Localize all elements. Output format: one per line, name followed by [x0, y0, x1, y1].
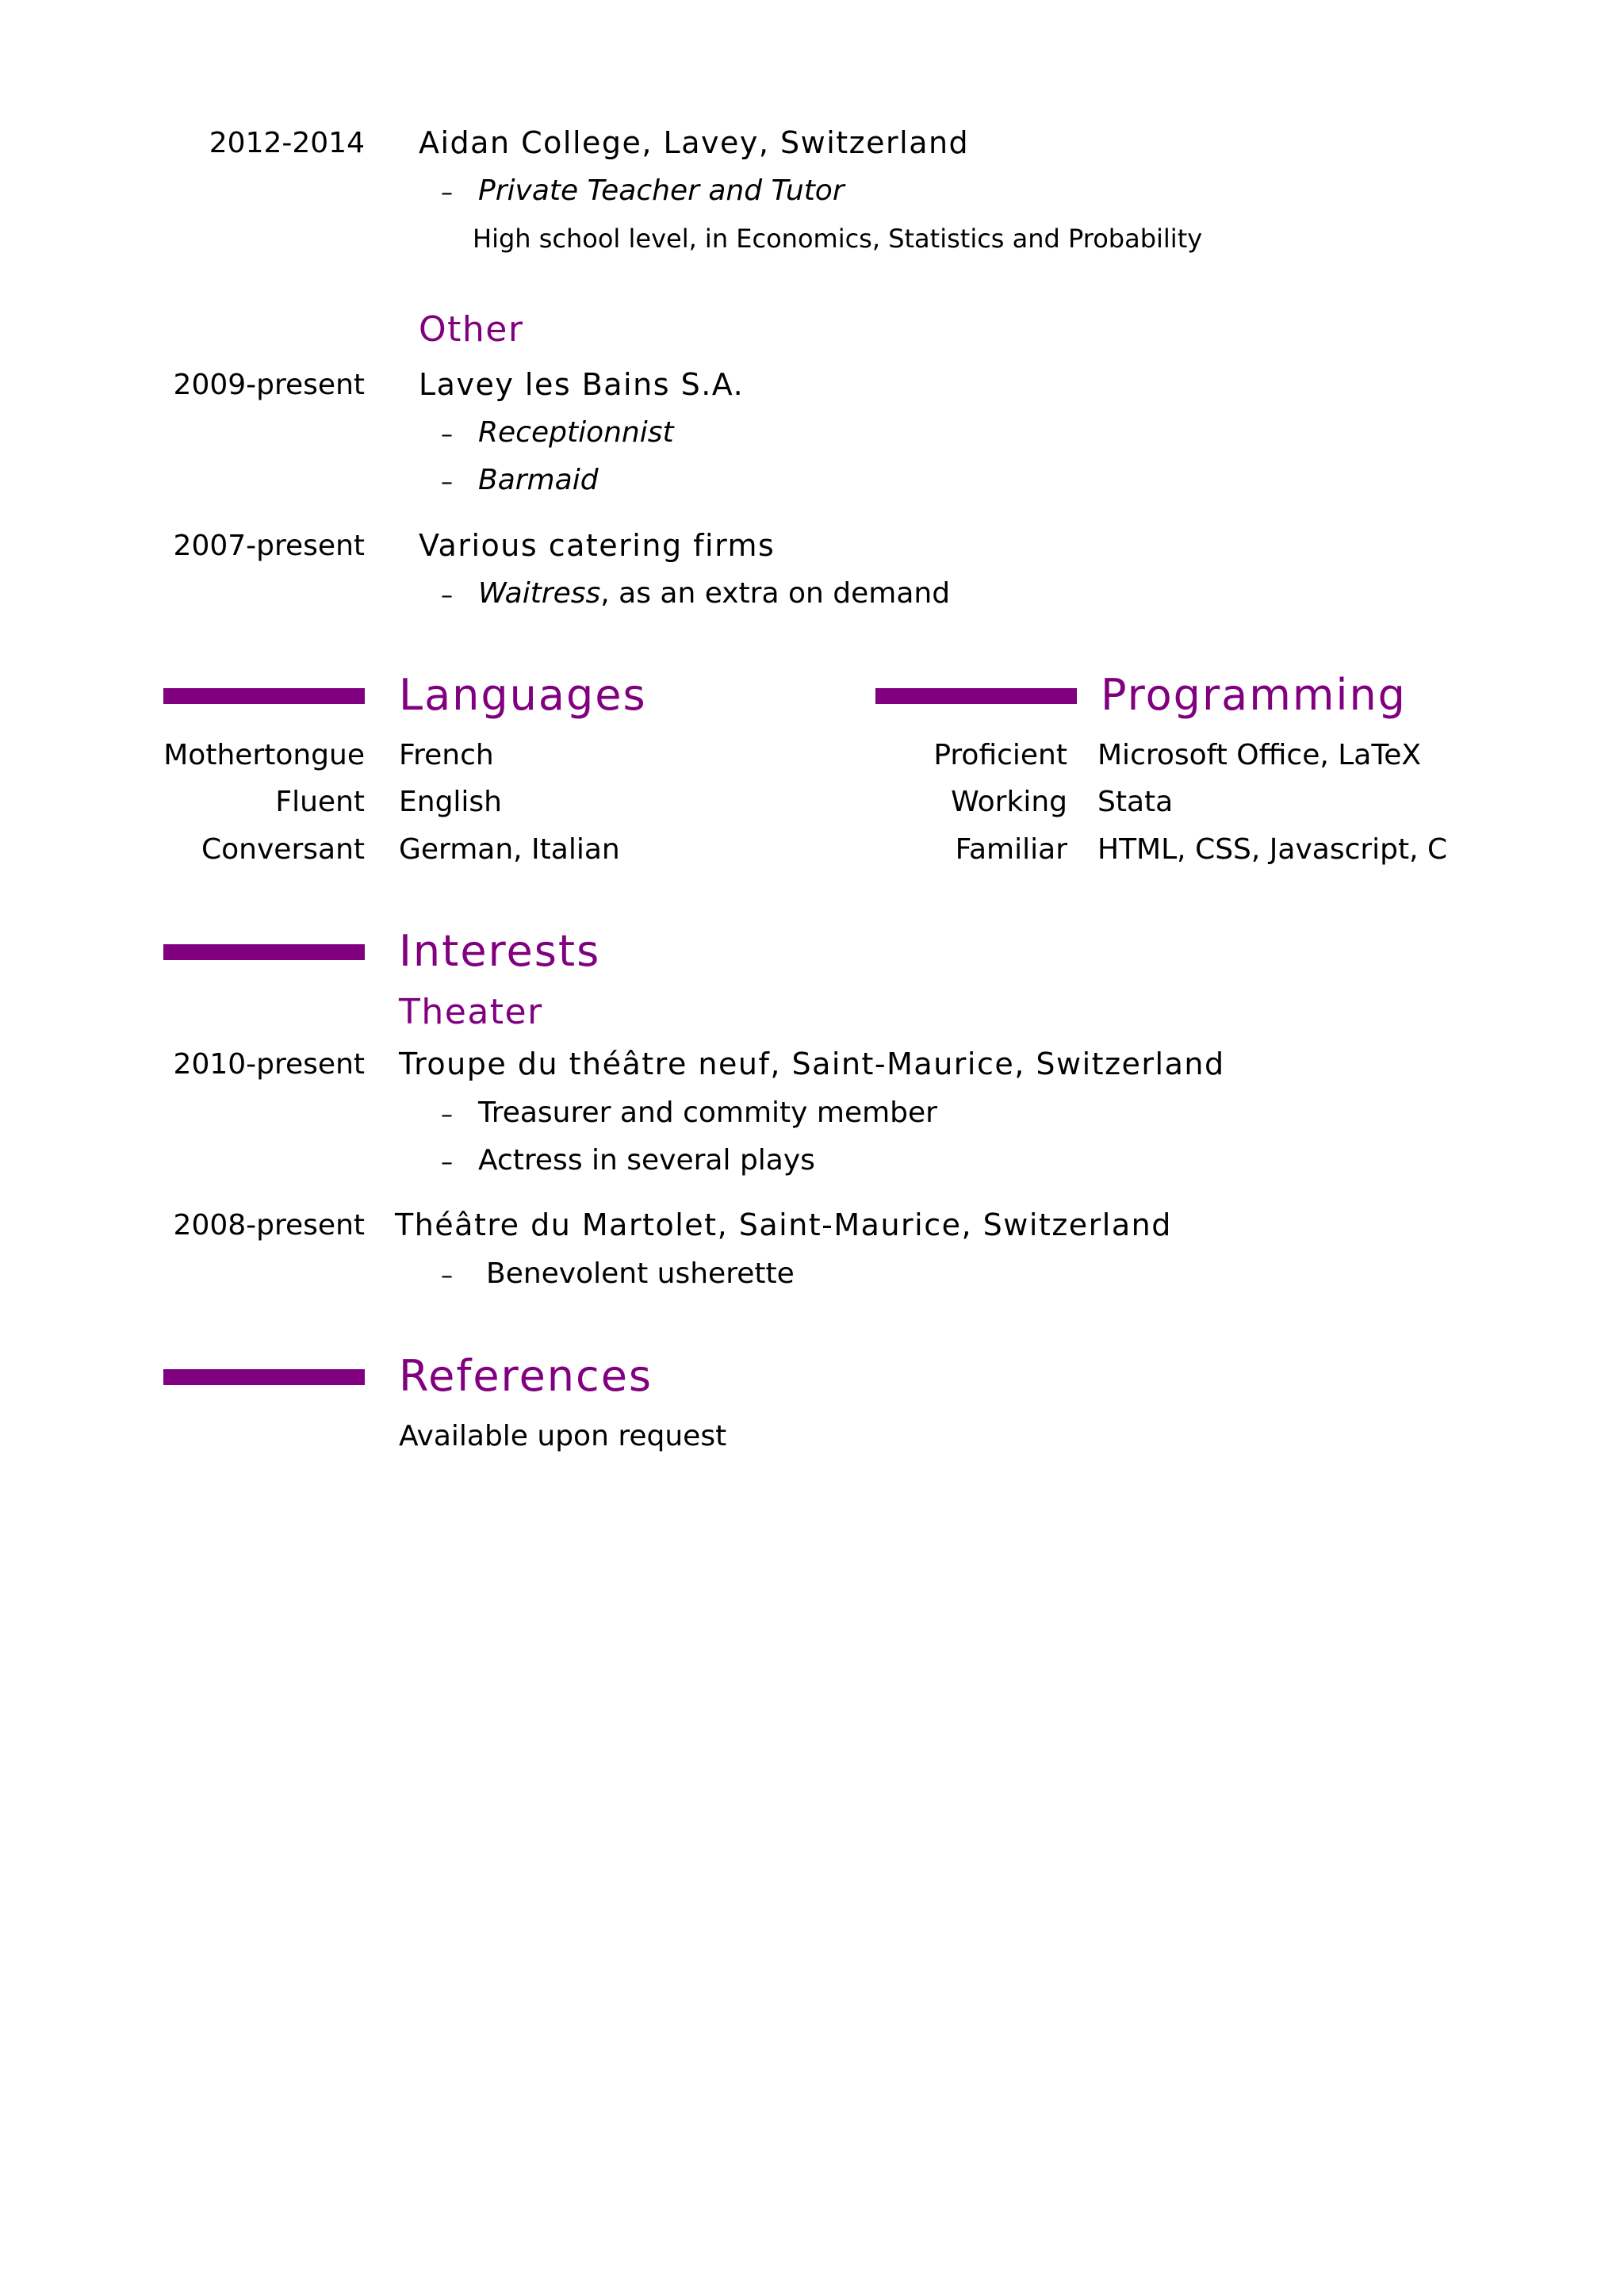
entry-date: 2009-present: [173, 369, 365, 401]
entry-item: Benevolent usherette: [486, 1257, 795, 1290]
bullet-dash: –: [441, 421, 453, 449]
entry-item: Receptionnist: [478, 416, 674, 449]
entry-organization: Lavey les Bains S.A.: [419, 367, 745, 402]
entry-item: Treasurer and commity member: [478, 1096, 937, 1129]
section-heading-programming: Programming: [1101, 670, 1407, 720]
entry-item: [478, 577, 950, 610]
entry-date: 2010-present: [173, 1048, 365, 1081]
entry-item-note: , as an extra on demand: [600, 577, 951, 610]
bullet-dash: –: [441, 469, 453, 496]
bullet-dash: –: [441, 1101, 453, 1129]
language-level: Mothertongue: [163, 739, 365, 771]
language-value: French: [399, 739, 494, 771]
programming-value: Stata: [1097, 786, 1174, 818]
bullet-dash: –: [441, 179, 453, 207]
entry-date: 2008-present: [173, 1209, 365, 1242]
programming-value: HTML, CSS, Javascript, C: [1097, 833, 1448, 866]
subsection-heading-other: Other: [419, 309, 524, 350]
section-heading-interests: Interests: [399, 926, 601, 976]
entry-date: 2012-2014: [209, 127, 365, 159]
language-level: Fluent: [275, 786, 365, 818]
programming-value: Microsoft Office, LaTeX: [1097, 739, 1422, 771]
section-bar: [875, 688, 1077, 704]
section-heading-references: References: [399, 1351, 653, 1401]
programming-level: Familiar: [955, 833, 1067, 866]
entry-date: 2007-present: [173, 530, 365, 562]
programming-level: Proficient: [933, 739, 1067, 771]
entry-item-role: Waitress: [478, 577, 601, 610]
bullet-dash: –: [441, 582, 453, 610]
section-heading-languages: Languages: [399, 670, 647, 720]
language-value: English: [399, 786, 502, 818]
language-level: Conversant: [201, 833, 365, 866]
entry-description: High school level, in Economics, Statistics and Probability: [473, 224, 1203, 254]
language-value: German, Italian: [399, 833, 620, 866]
entry-organization: Troupe du théâtre neuf, Saint-Maurice, Switzerland: [399, 1047, 1225, 1081]
entry-organization: Aidan College, Lavey, Switzerland: [419, 125, 970, 160]
references-text: Available upon request: [399, 1420, 727, 1452]
section-bar: [163, 1369, 365, 1385]
entry-item: Barmaid: [478, 464, 599, 496]
entry-role: Private Teacher and Tutor: [478, 174, 845, 207]
bullet-dash: –: [441, 1149, 453, 1177]
bullet-dash: –: [441, 1262, 453, 1290]
entry-organization: Various catering firms: [419, 528, 776, 563]
entry-organization: Théâtre du Martolet, Saint-Maurice, Switzerland: [395, 1207, 1172, 1242]
entry-item: Actress in several plays: [478, 1144, 815, 1177]
section-bar: [163, 688, 365, 704]
subsection-heading-theater: Theater: [399, 992, 543, 1032]
programming-level: Working: [951, 786, 1067, 818]
section-bar: [163, 944, 365, 960]
